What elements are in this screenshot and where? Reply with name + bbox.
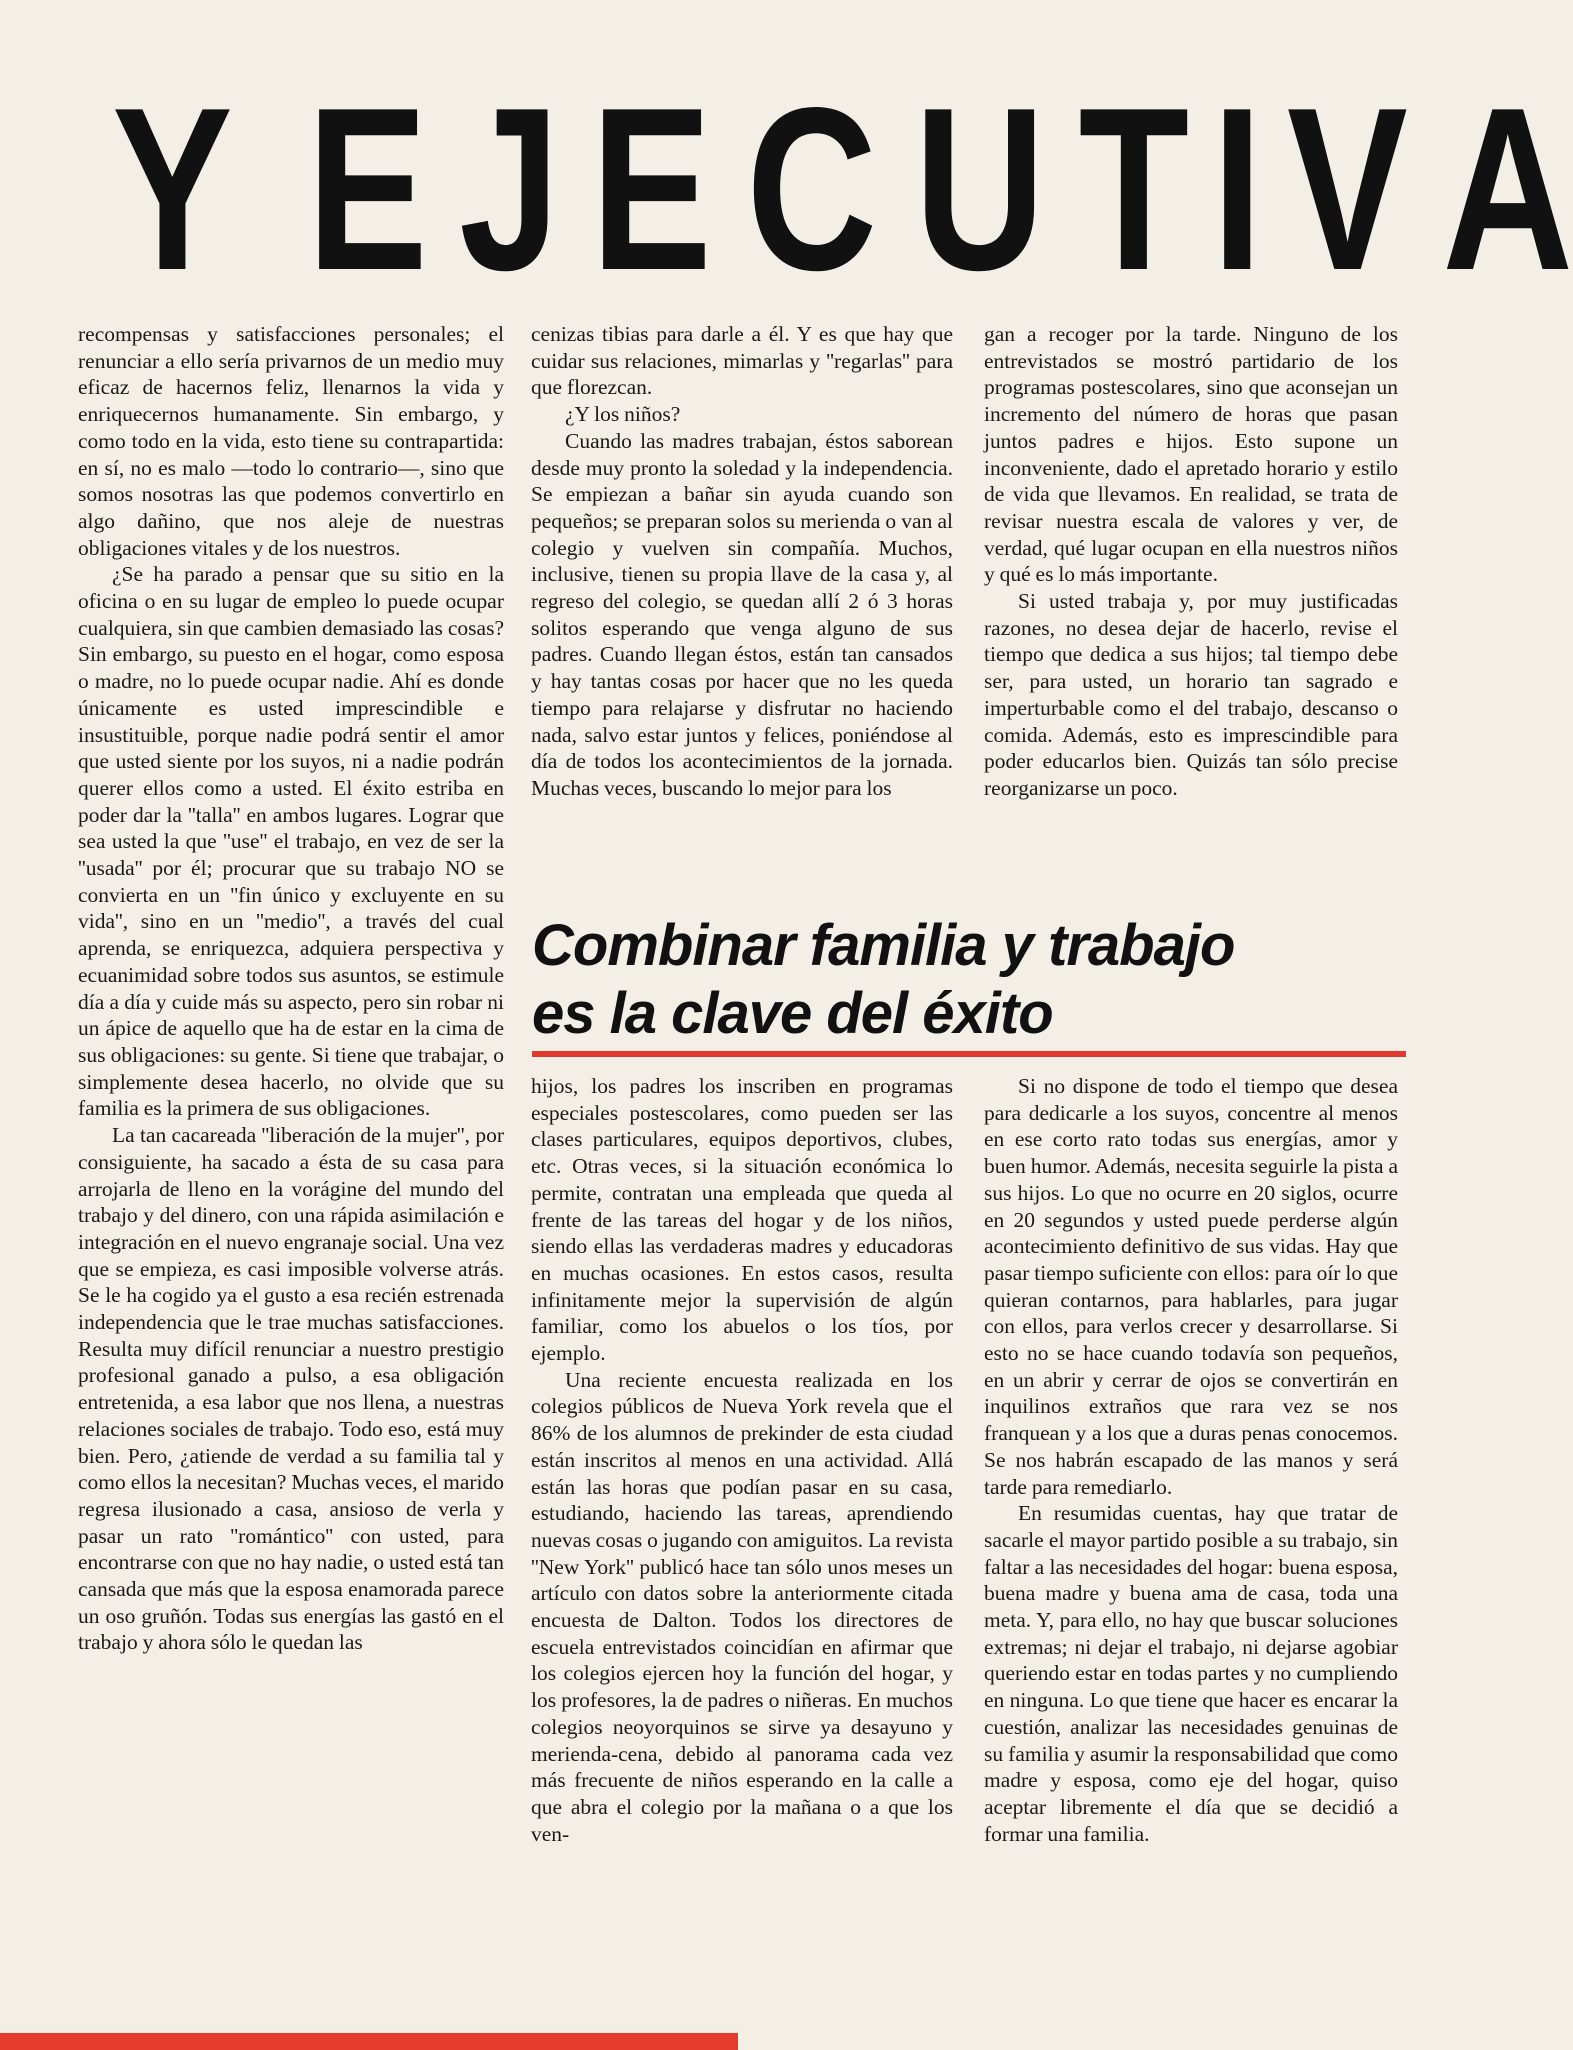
column-4 — [531, 1073, 953, 1847]
paragraph: cenizas tibias para darle a él. Y es que hay que cuidar sus relaciones, mimarlas y ''regarlas'' para que florezcan. — [531, 322, 953, 400]
paragraph: Si usted trabaja y, por muy justificadas razones, no desea dejar de hacerlo, revise el tiempo que dedica a sus hijos; tal tiempo debe ser, para usted, un horario tan sagrado e imperturbable como el del trabajo, descanso o comida. Además, esto es imprescindible para poder educarlos bien. Quizás tan sólo precise reorganizarse un poco. — [984, 589, 1398, 800]
paragraph: gan a recoger por la tarde. Ninguno de los entrevistados se mostró partidario de los programas postescolares, sino que aconsejan un incremento del número de horas que pasan juntos padres e hijos. Esto supone un inconveniente, dado el apretado horario y estilo de vida que llevamos. En realidad, se trata de revisar nuestra escala de valores y ver, de verdad, qué lugar ocupan en ella nuestros niños y qué es lo más importante. — [984, 322, 1398, 587]
paragraph: Si no dispone de todo el tiempo que desea para dedicarle a los suyos, concentre al menos en ese corto rato todas sus energías, amor y buen humor. Además, necesita seguirle la pista a sus hijos. Lo que no ocurre en 20 siglos, ocurre en 20 segundos y usted puede perderse algún acontecimiento definitivo de sus vidas. Hay que pasar tiempo suficiente con ellos: para oír lo que quieran contarnos, para hablarles, para jugar con ellos, para verlos crecer y desarrollarse. Si esto no se hace cuando todavía son pequeños, en un abrir y cerrar de ojos se convertirán en inquilinos extraños que rara vez se nos franquean y a los que a duras penas conocemos. Se nos habrán escapado de las manos y será tarde para remediarlo. — [984, 1074, 1398, 1499]
red-bottom-bar — [0, 2033, 738, 2050]
headline: Y E J E C U T I V A — [112, 60, 1573, 319]
paragraph: En resumidas cuentas, hay que tratar de sacarle el mayor partido posible a su trabajo, sin faltar a las necesidades del hogar: buena esposa, buena madre y buena ama de casa, toda una meta. Y, para ello, no hay que buscar soluciones extremas; ni dejar el trabajo, ni dejarse agobiar queriendo estar en todas partes y no cumpliendo en ninguna. Lo que tiene que hacer es encarar la cuestión, analizar las necesidades genuinas de su familia y asumir la responsabilidad que como madre y esposa, como eje del hogar, quiso aceptar libremente el día que se decidió a formar una familia. — [984, 1501, 1398, 1846]
subheading — [532, 912, 1412, 1048]
column-1 — [78, 321, 504, 1656]
paragraph: ¿Se ha parado a pensar que su sitio en la oficina o en su lugar de empleo lo puede ocupar cualquiera, sin que cambien demasiado las cosas? Sin embargo, su puesto en el hogar, como esposa o madre, no lo puede ocupar nadie. Ahí es donde únicamente es usted imprescindible e insustituible, porque nadie podrá sentir el amor que usted siente por los suyos, ni a nadie podrán querer ellos como a usted. El éxito estriba en poder dar la ''talla'' en ambos lugares. Lograr que sea usted la que ''use'' el trabajo, en vez de ser la ''usada'' por él; procurar que su trabajo NO se convierta en un ''fin único y excluyente en su vida'', sino en un ''medio'', a través del cual aprenda, se enriquezca, adquiera perspectiva y ecuanimidad sobre todos sus asuntos, se estimule día a día y cuide más su aspecto, pero sin robar ni un ápice de aquello que ha de estar en la cima de sus obligaciones: su gente. Si tiene que trabajar, o simplemente desea hacerlo, no olvide que su familia es la primera de sus obligaciones. — [78, 562, 504, 1121]
subheading-line-1: Combinar familia y trabajo — [532, 913, 1235, 978]
paragraph: recompensas y satisfacciones personales; el renunciar a ello sería privarnos de un medio muy eficaz de hacernos feliz, llenarnos la vida y enriquecernos humanamente. Sin embargo, y como todo en la vida, esto tiene su contrapartida: en sí, no es malo —todo lo contrario—, sino que somos nosotras las que podemos convertirlo en algo dañino, que nos aleje de nuestras obligaciones vitales y de los nuestros. — [78, 322, 504, 560]
column-3 — [984, 321, 1398, 802]
paragraph: hijos, los padres los inscriben en programas especiales postescolares, como pueden ser las clases particulares, equipos deportivos, clubes, etc. Otras veces, si la situación económica lo permite, contratan una empleada que queda al frente de las tareas del hogar y de los niños, siendo ellas las verdaderas madres y educadoras en muchas ocasiones. En estos casos, resulta infinitamente mejor la supervisión de algún familiar, como los abuelos o los tíos, por ejemplo. — [531, 1074, 953, 1366]
paragraph: ¿Y los niños? — [565, 402, 681, 427]
paragraph: Una reciente encuesta realizada en los colegios públicos de Nueva York revela que el 86% de los alumnos de prekinder de esta ciudad están inscritos al menos en una actividad. Allá están las horas que podían pasar en su casa, estudiando, haciendo las tareas, aprendiendo nuevas cosas o jugando con amiguitos. La revista ''New York'' publicó hace tan sólo unos meses un artículo con datos sobre la anteriormente citada encuesta de Dalton. Todos los directores de escuela entrevistados coincidían en afirmar que los colegios ejercen hoy la función del hogar, y los profesores, la de padres o niñeras. En muchos colegios neoyorquinos se sirve ya desayuno y merienda-cena, debido al panorama cada vez más frecuente de niños esperando en la calle a que abra el colegio por la mañana o a que los ven- — [531, 1367, 953, 1846]
column-2 — [531, 321, 953, 802]
subheading-line-2: es la clave del éxito — [532, 981, 1053, 1046]
paragraph: La tan cacareada ''liberación de la mujer'', por consiguiente, ha sacado a ésta de su casa para arrojarla de lleno en la vorágine del mundo del trabajo y del dinero, con una rápida asimilación e integración en el nuevo engranaje social. Una vez que se empieza, es casi imposible volverse atrás. Se le ha cogido ya el gusto a esa recién estrenada independencia que le trae muchas satisfacciones. Resulta muy difícil renunciar a nuestro prestigio profesional ganado a pulso, a esa obligación entretenida, a esa labor que nos llena, a nuestras relaciones sociales de trabajo. Todo eso, está muy bien. Pero, ¿atiende de verdad a su familia tal y como ellos la necesitan? Muchas veces, el marido regresa ilusionado a casa, ansioso de verla y pasar un rato ''romántico'' con usted, para encontrarse con que no hay nadie, o usted está tan cansada que más que la esposa enamorada parece un oso gruñón. Todas sus energías las gastó en el trabajo y ahora sólo le quedan las — [78, 1123, 504, 1655]
red-divider — [532, 1051, 1406, 1057]
column-5 — [984, 1073, 1398, 1847]
paragraph: Cuando las madres trabajan, éstos saborean desde muy pronto la soledad y la independencia. Se empiezan a bañar sin ayuda cuando son pequeños; se preparan solos su merienda o van al colegio y vuelven sin compañía. Muchos, inclusive, tienen su propia llave de la casa y, al regreso del colegio, se quedan allí 2 ó 3 horas solitos esperando que venga alguno de sus padres. Cuando llegan éstos, están tan cansados y hay tantas cosas por hacer que no les queda tiempo para relajarse y disfrutar no haciendo nada, salvo estar juntos y felices, poniéndose al día de todos los acontecimientos de la jornada. Muchas veces, buscando lo mejor para los — [531, 428, 953, 800]
